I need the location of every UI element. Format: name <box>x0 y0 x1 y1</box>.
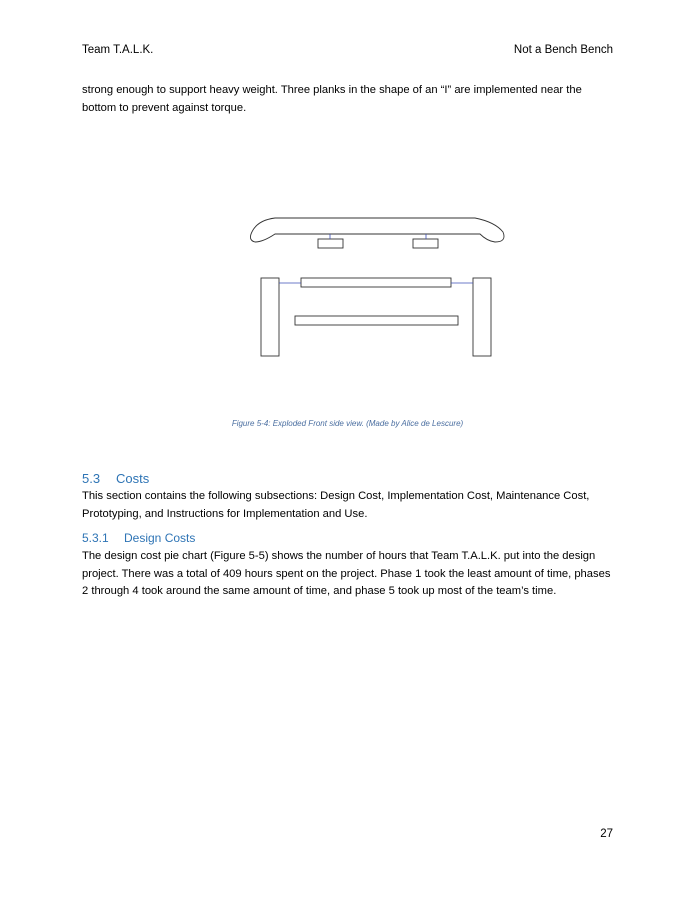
figure-caption: Figure 5-4: Exploded Front side view. (Made by Alice de Lescure) <box>231 419 464 428</box>
exploded-front-view-drawing <box>245 210 515 370</box>
leg-right <box>473 278 491 356</box>
page-number: 27 <box>600 828 613 840</box>
section-number: 5.3 <box>82 471 101 486</box>
seat-support-right <box>413 239 438 248</box>
costs-paragraph: This section contains the following subsections: Design Cost, Implementation Cost, Maintenance Cost, Prototyping, and Instructions for Implementation and Use. <box>82 490 590 520</box>
leg-left <box>261 278 279 356</box>
subsection-number: 5.3.1 <box>82 531 109 545</box>
seat-support-left <box>318 239 343 248</box>
design-costs-paragraph: The design cost pie chart (Figure 5-5) shows the number of hours that Team T.A.L.K. put into the design project. There was a total of 409 hours spent on the project. Phase 1 took the least amount of time, phases 2 through 4 took around the same amount of time, and phase 5 took up most of the team’s time. <box>82 550 611 597</box>
upper-plank <box>301 278 451 287</box>
header-left: Team T.A.L.K. <box>82 44 154 56</box>
intro-paragraph: strong enough to support heavy weight. Three planks in the shape of an “I” are implemented near the bottom to prevent against torque. <box>82 84 582 114</box>
section-title: Costs <box>116 471 150 486</box>
lower-plank <box>295 316 458 325</box>
header-right: Not a Bench Bench <box>513 44 613 56</box>
section-heading <box>82 471 149 486</box>
subsection-heading <box>82 531 195 545</box>
subsection-title: Design Costs <box>124 531 196 545</box>
seat-top <box>250 218 504 242</box>
